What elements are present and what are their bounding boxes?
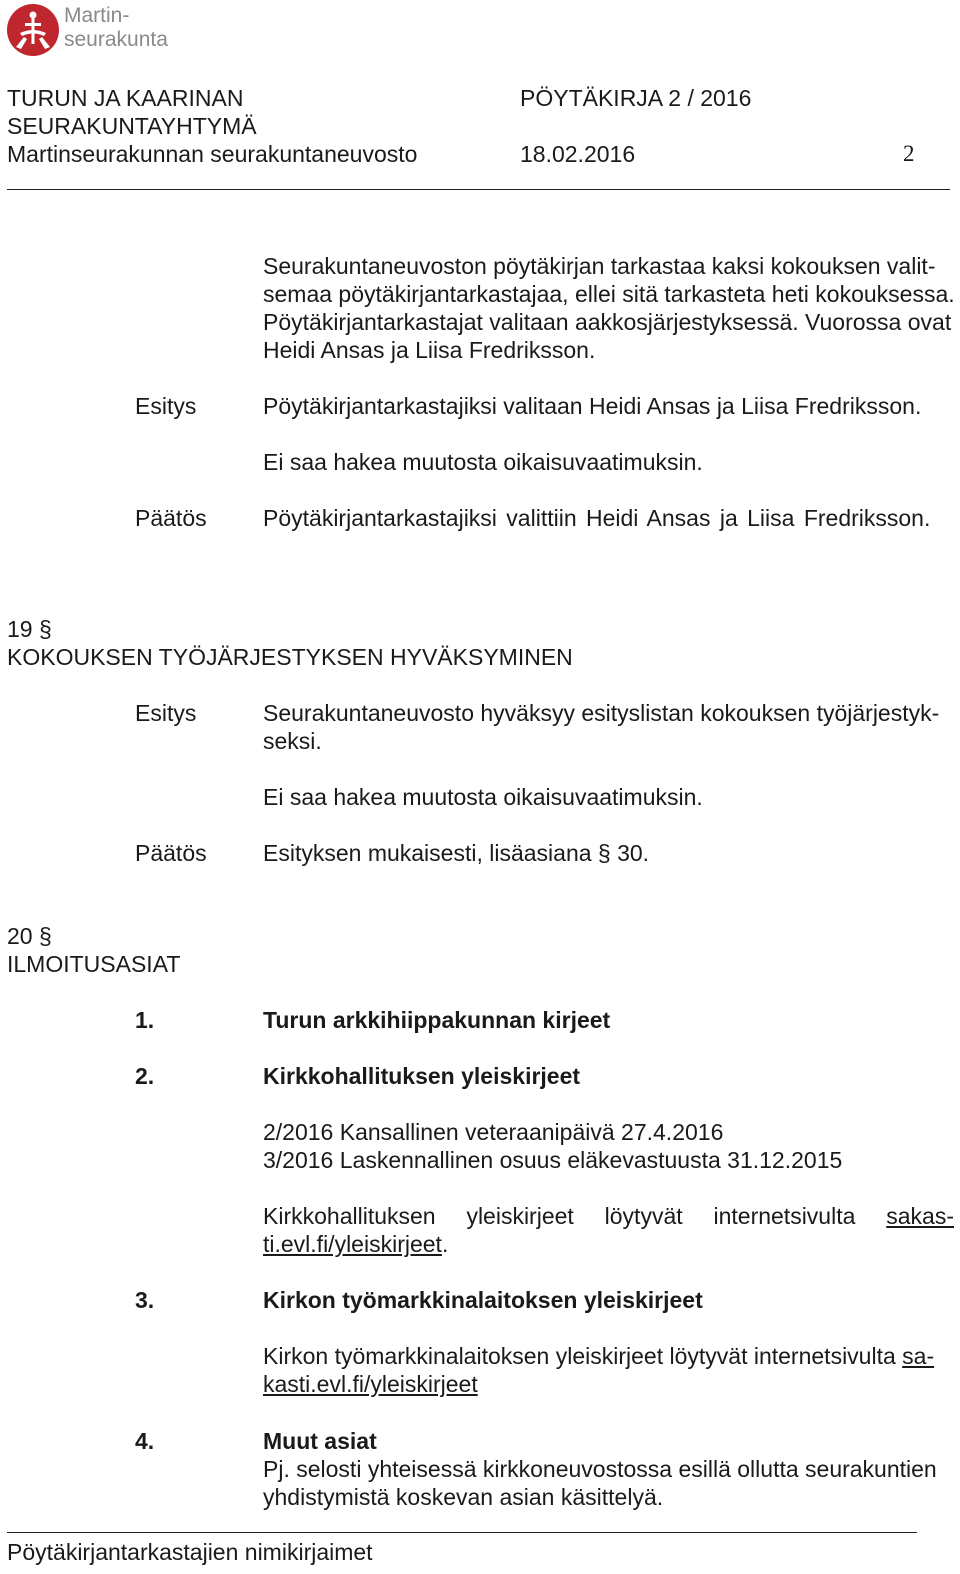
logo-line2: seurakunta <box>64 28 168 51</box>
church-logo <box>6 3 60 57</box>
word: löytyvät <box>604 1203 683 1229</box>
sakasti-link-continued[interactable]: kasti.evl.fi/yleiskirjeet <box>263 1371 478 1397</box>
paatos-text <box>263 504 954 532</box>
esitys-label: Esitys <box>135 700 197 726</box>
paatos-text-line: Pöytäkirjantarkastajiksi valittiin Heidi Ansas ja Liisa Fredriksson. <box>263 505 931 531</box>
item-title: Kirkkohallituksen yleiskirjeet <box>263 1063 581 1089</box>
doc-date: 18.02.2016 <box>520 141 636 167</box>
org-line3: Martinseurakunnan seurakuntaneuvosto <box>7 141 418 167</box>
intro-line: Seurakuntaneuvoston pöytäkirjan tarkastaa kaksi kokouksen valit- <box>263 253 936 279</box>
item-title: Muut asiat <box>263 1428 377 1454</box>
org-line2: SEURAKUNTAYHTYMÄ <box>7 113 257 139</box>
section-title: ILMOITUSASIAT <box>7 951 181 977</box>
item-number: 3. <box>135 1287 155 1313</box>
appeal-note <box>263 783 954 811</box>
muut-asiat-text <box>263 1455 954 1511</box>
doc-title: PÖYTÄKIRJA 2 / 2016 <box>520 85 752 111</box>
item-number: 2. <box>135 1063 155 1089</box>
period: . <box>441 1231 449 1257</box>
footer-divider <box>7 1532 917 1533</box>
kt-link-paragraph <box>263 1342 954 1398</box>
muut-asiat-line: Pj. selosti yhteisessä kirkkoneuvostossa esillä ollutta seurakuntien <box>263 1456 937 1482</box>
paatos-text-line: Esityksen mukaisesti, lisäasiana § 30. <box>263 840 650 866</box>
esitys-text-line: Seurakuntaneuvosto hyväksyy esityslistan kokouksen työjärjestyk- <box>263 700 940 726</box>
item-number: 1. <box>135 1007 155 1033</box>
paatos-label: Päätös <box>135 840 207 866</box>
word: internetsivulta <box>713 1203 856 1229</box>
esitys-label: Esitys <box>135 393 197 419</box>
header-divider <box>7 189 950 190</box>
letter-item: 3/2016 Laskennallinen osuus eläkevastuusta 31.12.2015 <box>263 1147 843 1173</box>
sakasti-link[interactable]: sakas- <box>886 1203 954 1229</box>
section-number: 19 § <box>7 616 52 642</box>
letter-list <box>263 1118 954 1174</box>
esitys-text <box>263 392 954 420</box>
word: Kirkkohallituksen <box>263 1203 436 1229</box>
word: yleiskirjeet <box>466 1203 574 1229</box>
header-document <box>520 84 751 168</box>
esitys-text-line: seksi. <box>263 728 322 754</box>
kirkkohallitus-link-paragraph <box>263 1202 954 1258</box>
item-title: Kirkon työmarkkinalaitoksen yleiskirjeet <box>263 1287 703 1313</box>
header-organization <box>7 84 417 168</box>
section-number: 20 § <box>7 923 52 949</box>
section-title: KOKOUKSEN TYÖJÄRJESTYKSEN HYVÄKSYMINEN <box>7 644 573 670</box>
paatos-label: Päätös <box>135 505 207 531</box>
org-line1: TURUN JA KAARINAN <box>7 85 244 111</box>
item-title: Turun arkkihiippakunnan kirjeet <box>263 1007 611 1033</box>
sakasti-link[interactable]: sa- <box>902 1343 935 1369</box>
appeal-note-line: Ei saa hakea muutosta oikaisuvaatimuksin. <box>263 784 703 810</box>
intro-line: Pöytäkirjantarkastajat valitaan aakkosjärjestyksessä. Vuorossa ovat <box>263 309 952 335</box>
esitys-text-line: Pöytäkirjantarkastajiksi valitaan Heidi Ansas ja Liisa Fredriksson. <box>263 393 922 419</box>
intro-line: semaa pöytäkirjantarkastajaa, ellei sitä tarkasteta heti kokouksessa. <box>263 281 955 307</box>
page-number: 2 <box>903 141 915 166</box>
esitys-text <box>263 699 954 755</box>
appeal-note-line: Ei saa hakea muutosta oikaisuvaatimuksin. <box>263 449 703 475</box>
logo-wordmark <box>64 4 168 52</box>
sakasti-link-continued[interactable]: ti.evl.fi/yleiskirjeet <box>263 1231 442 1257</box>
paatos-text <box>263 839 954 867</box>
intro-paragraph <box>263 252 954 364</box>
kt-text: Kirkon työmarkkinalaitoksen yleiskirjeet löytyvät internetsivulta <box>263 1343 903 1369</box>
intro-line: Heidi Ansas ja Liisa Fredriksson. <box>263 337 596 363</box>
footer-initials-label: Pöytäkirjantarkastajien nimikirjaimet <box>7 1539 373 1565</box>
item-number: 4. <box>135 1428 155 1454</box>
appeal-note <box>263 448 954 476</box>
logo-line1: Martin- <box>64 4 130 27</box>
muut-asiat-line: yhdistymistä koskevan asian käsittelyä. <box>263 1484 664 1510</box>
letter-item: 2/2016 Kansallinen veteraanipäivä 27.4.2016 <box>263 1119 724 1145</box>
